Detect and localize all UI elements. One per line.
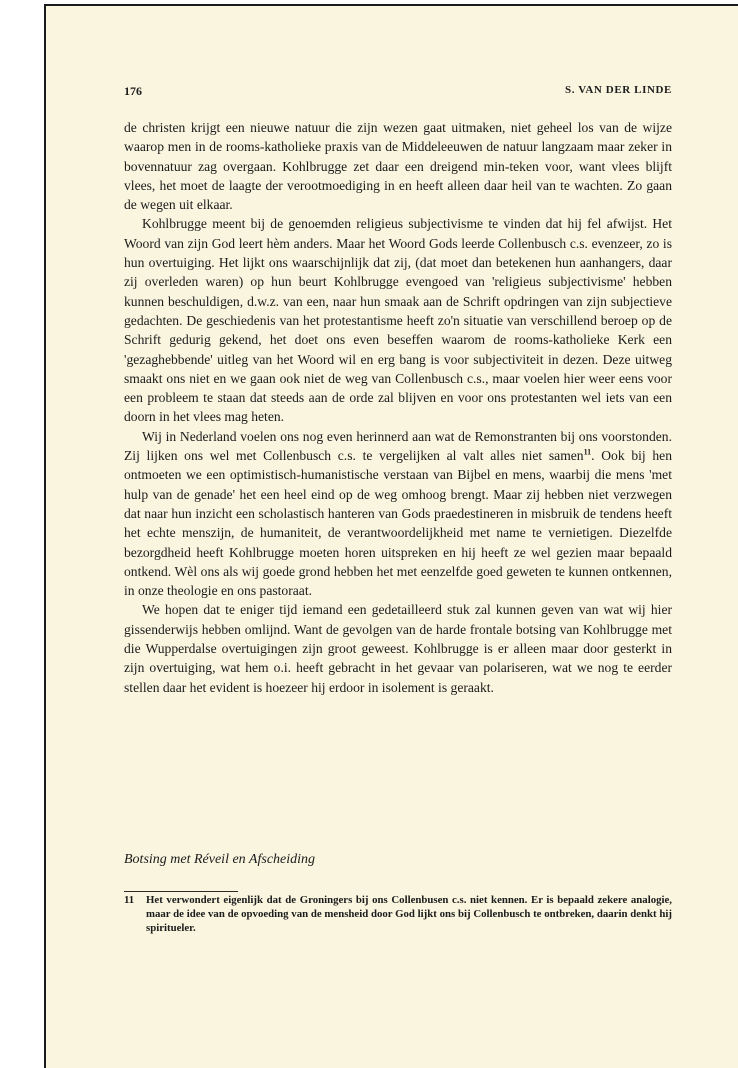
running-head: S. VAN DER LINDE xyxy=(565,84,672,96)
footnote-number: 11 xyxy=(124,894,135,906)
paragraph-3 xyxy=(124,427,672,601)
footnote xyxy=(124,893,672,936)
section-heading: Botsing met Réveil en Afscheiding xyxy=(124,852,316,867)
paragraph-3-before: Wij in Nederland voelen ons nog even herinnerd aan wat de Remonstranten bij ons voorstonden. Zij lijken ons wel met Collenbusch c.s. te vergelijken al valt alles niet samen xyxy=(124,428,672,464)
footnote-rule xyxy=(124,891,238,892)
body-text xyxy=(124,118,672,697)
page-header xyxy=(124,84,672,102)
footnote-text: Het verwondert eigenlijk dat de Groningers bij ons Collenbusen c.s. niet kennen. Er is bepaald zekere analogie, maar de idee van de opvoeding van de mensheid door God lijkt ons bij Collenbusch te ontbreken, daarin denkt hij spiritueler. xyxy=(146,894,672,935)
footnote-reference[interactable]: 11 xyxy=(583,447,592,457)
paragraph-3-after: . Ook bij hen ontmoeten we een optimistisch-humanistische verstaan van Bijbel en mens, waarbij die mens 'met hulp van de genade' het een heel eind op de weg omhoog brengt. Maar zij hebben niet verzwegen dat naar hun inzicht een scholastisch hanteren van Gods praedestineren in misbruik de tendens heeft het echte menszijn, de humaniteit, de verantwoordelijkheid met name te vernietigen. Diezelfde bezorgdheid heeft Kohlbrugge moeten horen uitspreken en hij heeft ze wel gezien maar bepaald ontkend. Wèl ons als wij goede grond hebben het met eenzelfde goed geweten te kunnen ontkennen, in onze theologie en ons pastoraat. xyxy=(124,448,672,599)
paragraph-4: We hopen dat te eniger tijd iemand een gedetailleerd stuk zal kunnen geven van wat wij hier gissenderwijs hebben omlijnd. Want de gevolgen van de harde frontale botsing van Kohlbrugge met die Wupperdalse overtuigingen zijn groot geweest. Kohlbrugge is er alleen maar door gesterkt in zijn overtuiging, wat hem o.i. heeft gebracht in het gevaar van polariseren, wat we nog te eerder stellen daar het evident is hoezeer hij erdoor in isolement is geraakt. xyxy=(124,602,672,695)
page-number: 176 xyxy=(124,84,142,98)
paragraph-2: Kohlbrugge meent bij de genoemden religieus subjectivisme te vinden dat hij fel afwijst. Het Woord van zijn God leert hèm anders. Maar het Woord Gods leerde Collenbusch c.s. evenzeer, zo is hun overtuiging. Het lijkt ons waarschijnlijk dat zij, (dat moet dan betekenen hun aanhangers, daar zij overleden waren) op hun beurt Kohlbrugge evengoed van 'religieus subjectivisme' hebben kunnen beschuldigen, d.w.z. van een, naar hun smaak aan de Schrift opdringen van zijn subjectieve gedachten. De geschiedenis van het protestantisme heeft zo'n situatie van verschillend beroep op de Schrift gedurig gekend, het doet ons even beseffen waarom de rooms-katholieke Kerk een 'gezaghebbende' uitleg van het Woord wil en erg bang is voor subjectiviteit in dezen. Deze uitweg smaakt ons niet en we gaan ook niet de weg van Collenbusch c.s., maar voelen hier weer eens voor een probleem te staan dat steeds aan de orde zal blijven en voor ons protestanten wel iets van een doorn in het vlees mag heten. xyxy=(124,216,672,425)
paragraph-1: de christen krijgt een nieuwe natuur die zijn wezen gaat uitmaken, niet geheel los van de wijze waarop men in de rooms-katholieke praxis van de Middeleeuwen de natuur langzaam maar zeker in bovennatuur zag overgaan. Kohlbrugge zet daar een dreigend min-teken voor, want vlees blijft vlees, het moet de laagte der verootmoediging in en heeft alleen daar heil van te wachten. Zo gaan de wegen uit elkaar. xyxy=(124,120,672,213)
